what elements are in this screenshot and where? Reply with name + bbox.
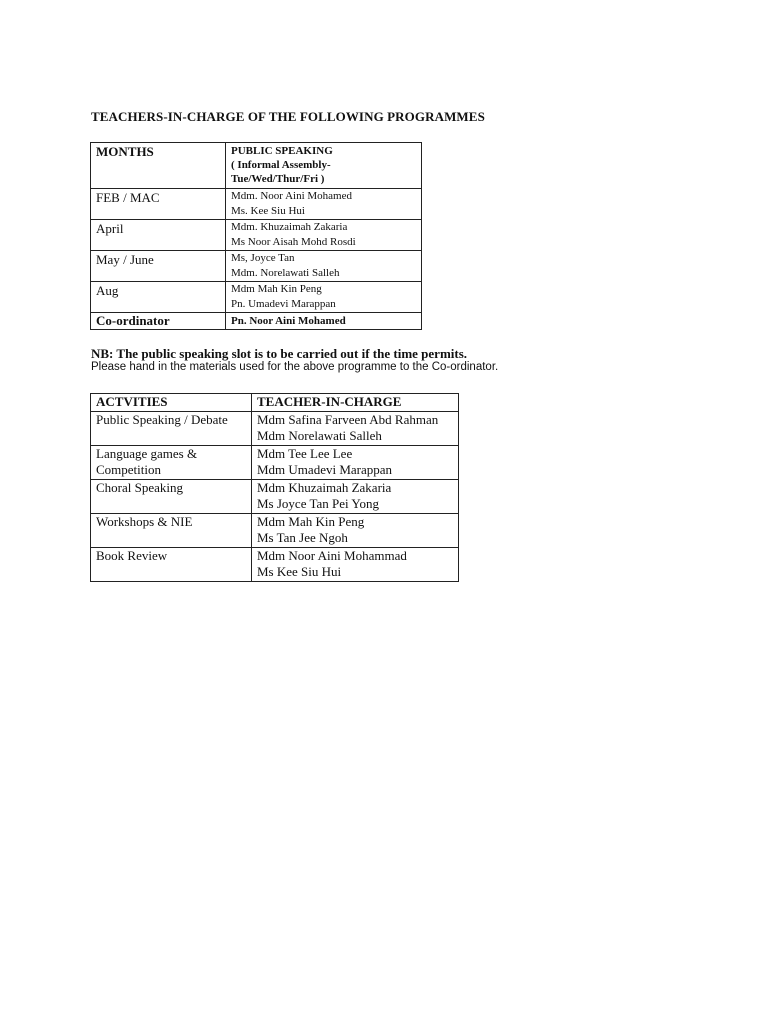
table-row [91,251,422,282]
activity-name: Book Review [96,547,168,563]
activity-cell [91,513,252,547]
activities-header-row [91,394,459,412]
teacher-name: Mdm Noor Aini Mohammad [257,547,407,563]
activity-cell [91,479,252,513]
teacher-name: Mdm Safina Farveen Abd Rahman [257,411,439,427]
coordinator-label: Co-ordinator [91,313,226,330]
table-row [91,513,459,547]
teacher-name: Ms Noor Aisah Mohd Rosdi [231,236,356,248]
teacher-name: Mdm Mah Kin Peng [231,283,322,295]
month-cell: FEB / MAC [91,189,226,220]
public-speaking-header-line2: ( Informal Assembly- [231,159,331,171]
teacher-cell [226,220,422,251]
schedule-table [90,142,422,330]
teacher-name: Ms, Joyce Tan [231,252,295,264]
months-header: MONTHS [91,143,226,189]
teacher-cell [252,445,459,479]
teacher-cell [252,513,459,547]
teacher-name: Ms Tan Jee Ngoh [257,530,348,545]
teacher-name: Mdm. Khuzaimah Zakaria [231,221,348,233]
teacher-in-charge-header: TEACHER-IN-CHARGE [252,394,459,412]
activity-name-continued: Competition [96,462,161,477]
month-cell: Aug [91,282,226,313]
document-title: TEACHERS-IN-CHARGE OF THE FOLLOWING PROGRAMMES [91,109,485,124]
teacher-name: Mdm Norelawati Salleh [257,428,382,443]
public-speaking-header-line1: PUBLIC SPEAKING [231,145,333,157]
table-row [91,220,422,251]
activity-cell [91,547,252,581]
teacher-cell [252,479,459,513]
teacher-name: Mdm Tee Lee Lee [257,445,353,461]
table-row [91,445,459,479]
activity-cell [91,445,252,479]
teacher-name: Ms Kee Siu Hui [257,564,342,579]
teacher-name: Pn. Umadevi Marappan [231,298,336,310]
activities-table [90,393,459,582]
month-cell: May / June [91,251,226,282]
table-row [91,282,422,313]
activity-name: Choral Speaking [96,479,184,495]
teacher-cell [226,282,422,313]
public-speaking-header-line3: Tue/Wed/Thur/Fri ) [231,173,325,185]
table-row [91,479,459,513]
handin-note: Please hand in the materials used for the above programme to the Co-ordinator. [91,361,499,373]
teacher-cell [252,547,459,581]
table-row [91,547,459,581]
teacher-name: Ms Joyce Tan Pei Yong [257,496,380,511]
table-row [91,189,422,220]
teacher-cell [226,251,422,282]
teacher-cell [226,189,422,220]
activities-header: ACTVITIES [91,394,252,412]
teacher-name: Mdm Khuzaimah Zakaria [257,479,392,495]
teacher-name: Ms. Kee Siu Hui [231,205,305,217]
activity-name: Public Speaking / Debate [96,411,228,427]
nb-notice: NB: The public speaking slot is to be carried out if the time permits. [91,346,468,361]
public-speaking-header [226,143,422,189]
activity-cell [91,411,252,445]
coordinator-name: Pn. Noor Aini Mohamed [226,313,422,330]
teacher-name: Mdm Umadevi Marappan [257,462,393,477]
activity-name: Language games & [96,445,198,461]
activity-name: Workshops & NIE [96,513,193,529]
teacher-name: Mdm Mah Kin Peng [257,513,365,529]
coordinator-row [91,313,422,330]
teacher-name: Mdm. Norelawati Salleh [231,267,340,279]
table-row [91,411,459,445]
month-cell: April [91,220,226,251]
teacher-cell [252,411,459,445]
schedule-header-row [91,143,422,189]
teacher-name: Mdm. Noor Aini Mohamed [231,190,352,202]
